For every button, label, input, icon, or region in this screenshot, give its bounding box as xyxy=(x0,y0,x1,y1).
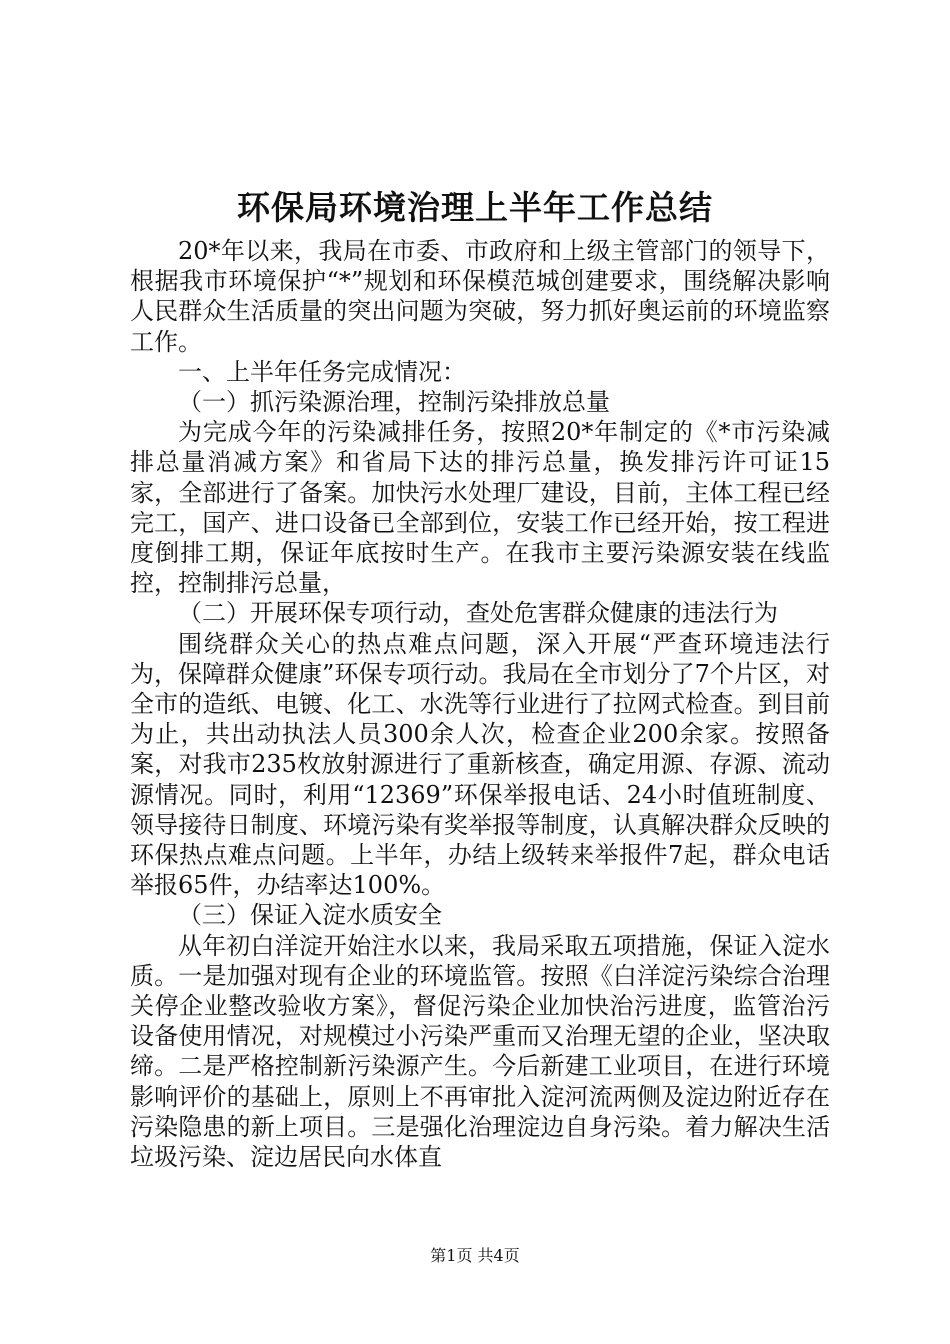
subsection-heading-3: （三）保证入淀水质安全 xyxy=(178,901,442,930)
subsection-heading-1: （一）抓污染源治理，控制污染排放总量 xyxy=(178,388,610,417)
document-body xyxy=(130,236,830,1172)
paragraph-water-quality: 从年初白洋淀开始注水以来，我局采取五项措施，保证入淀水质。一是加强对现有企业的环境监管。按照《白洋淀污染综合治理关停企业整改验收方案》，督促污染企业加快治污进度，监管治污设备使用情况，对规模过小污染严重而又治理无望的企业，坚决取缔。二是严格控制新污染源产生。今后新建工业项目，在进行环境影响评价的基础上，原则上不再审批入淀河流两侧及淀边附近存在污染隐患的新上项目。三是强化治理淀边自身污染。着力解决生活垃圾污染、淀边居民向水体直 xyxy=(130,931,830,1172)
paragraph-special-action: 围绕群众关心的热点难点问题，深入开展“严查环境违法行为，保障群众健康”环保专项行动。我局在全市划分了7个片区，对全市的造纸、电镀、化工、水洗等行业进行了拉网式检查。到目前为止，共出动执法人员300余人次，检查企业200余家。按照备案，对我市235枚放射源进行了重新核查，确定用源、存源、流动源情况。同时，利用“12369”环保举报电话、24小时值班制度、领导接待日制度、环境污染有奖举报等制度，认真解决群众反映的环保热点难点问题。上半年，办结上级转来举报件7起，群众电话举报65件，办结率达100%。 xyxy=(130,629,830,900)
section-heading-1: 一、上半年任务完成情况： xyxy=(178,357,466,386)
subsection-heading-2: （二）开展环保专项行动，查处危害群众健康的违法行为 xyxy=(178,599,778,628)
document-title: 环保局环境治理上半年工作总结 xyxy=(237,188,713,227)
paragraph-intro: 20*年以来，我局在市委、市政府和上级主管部门的领导下，根据我市环境保护“*”规划和环保模范城创建要求，围绕解决影响人民群众生活质量的突出问题为突破，努力抓好奥运前的环境监察工作。 xyxy=(130,237,830,356)
page-footer: 第1页 共4页 xyxy=(430,1246,520,1265)
paragraph-pollution-control: 为完成今年的污染减排任务，按照20*年制定的《*市污染减排总量消减方案》和省局下达的排污总量，换发排污许可证15家，全部进行了备案。加快污水处理厂建设，目前，主体工程已经完工，国产、进口设备已全部到位，安装工作已经开始，按工程进度倒排工期，保证年底按时生产。在我市主要污染源安装在线监控，控制排污总量， xyxy=(130,418,830,598)
